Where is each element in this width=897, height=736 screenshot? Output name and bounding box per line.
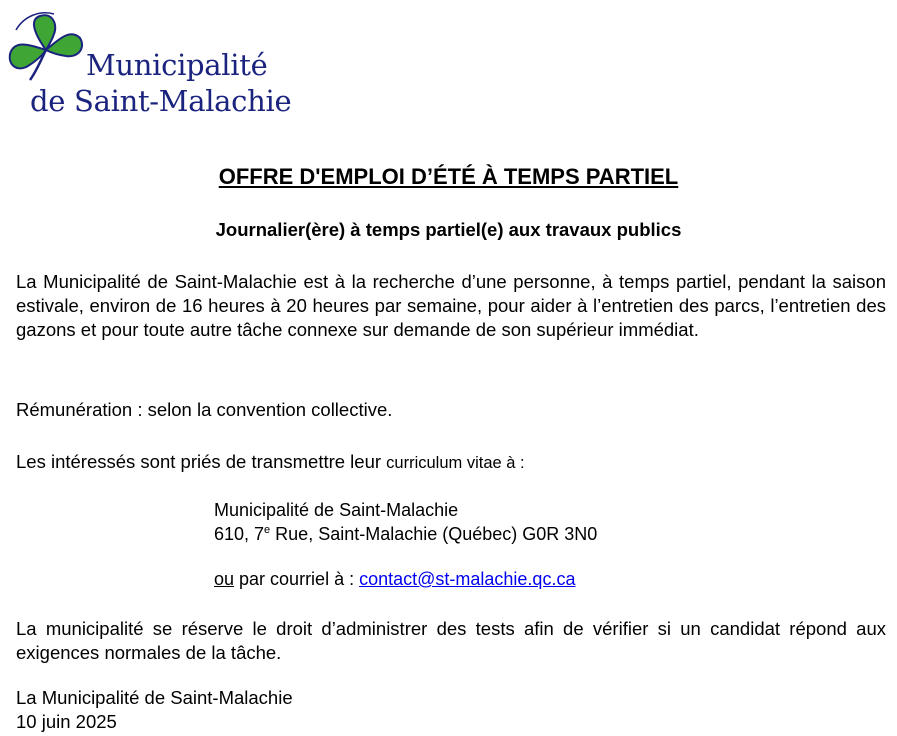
address-street-superscript: e <box>264 524 271 536</box>
clover-logo-icon <box>6 10 86 84</box>
municipality-logo <box>6 10 346 118</box>
address-name: Municipalité de Saint-Malachie <box>214 500 459 520</box>
email-line <box>214 567 575 591</box>
cv-request-text: Les intéressés sont priés de transmettre leur <box>16 451 387 472</box>
email-ou: ou <box>214 569 235 589</box>
signature-date: 10 juin 2025 <box>16 711 117 732</box>
email-link[interactable]: contact@st-malachie.qc.ca <box>359 569 576 589</box>
job-subtitle: Journalier(ère) à temps partiel(e) aux travaux publics <box>215 219 682 240</box>
address-street-rest: Rue, Saint-Malachie (Québec) G0R 3N0 <box>270 524 598 544</box>
logo-text-line1: Municipalité <box>86 48 268 82</box>
tests-notice-paragraph: La municipalité se réserve le droit d’administrer des tests afin de vérifier si un candidat répond aux exigences normales de la tâche. <box>16 618 886 663</box>
email-prefix: par courriel à : <box>234 569 360 589</box>
cv-request-small-text: curriculum vitae à : <box>386 454 525 472</box>
address-street <box>214 522 597 546</box>
signature-block <box>16 686 886 734</box>
signature-name: La Municipalité de Saint-Malachie <box>16 687 293 708</box>
cv-request-paragraph <box>16 450 886 475</box>
page-title: OFFRE D'EMPLOI D’ÉTÉ À TEMPS PARTIEL <box>218 164 679 189</box>
remuneration-paragraph: Rémunération : selon la convention collective. <box>16 399 393 420</box>
mailing-address <box>214 498 597 546</box>
logo-text-line2: de Saint-Malachie <box>30 84 292 118</box>
intro-paragraph: La Municipalité de Saint-Malachie est à la recherche d’une personne, à temps partiel, pendant la saison estivale, environ de 16 heures à 20 heures par semaine, pour aider à l’entretien des parcs, l’entretien des gazons et pour toute autre tâche connexe sur demande de son supérieur immédiat. <box>16 271 886 340</box>
address-street-number: 610, 7 <box>214 524 265 544</box>
